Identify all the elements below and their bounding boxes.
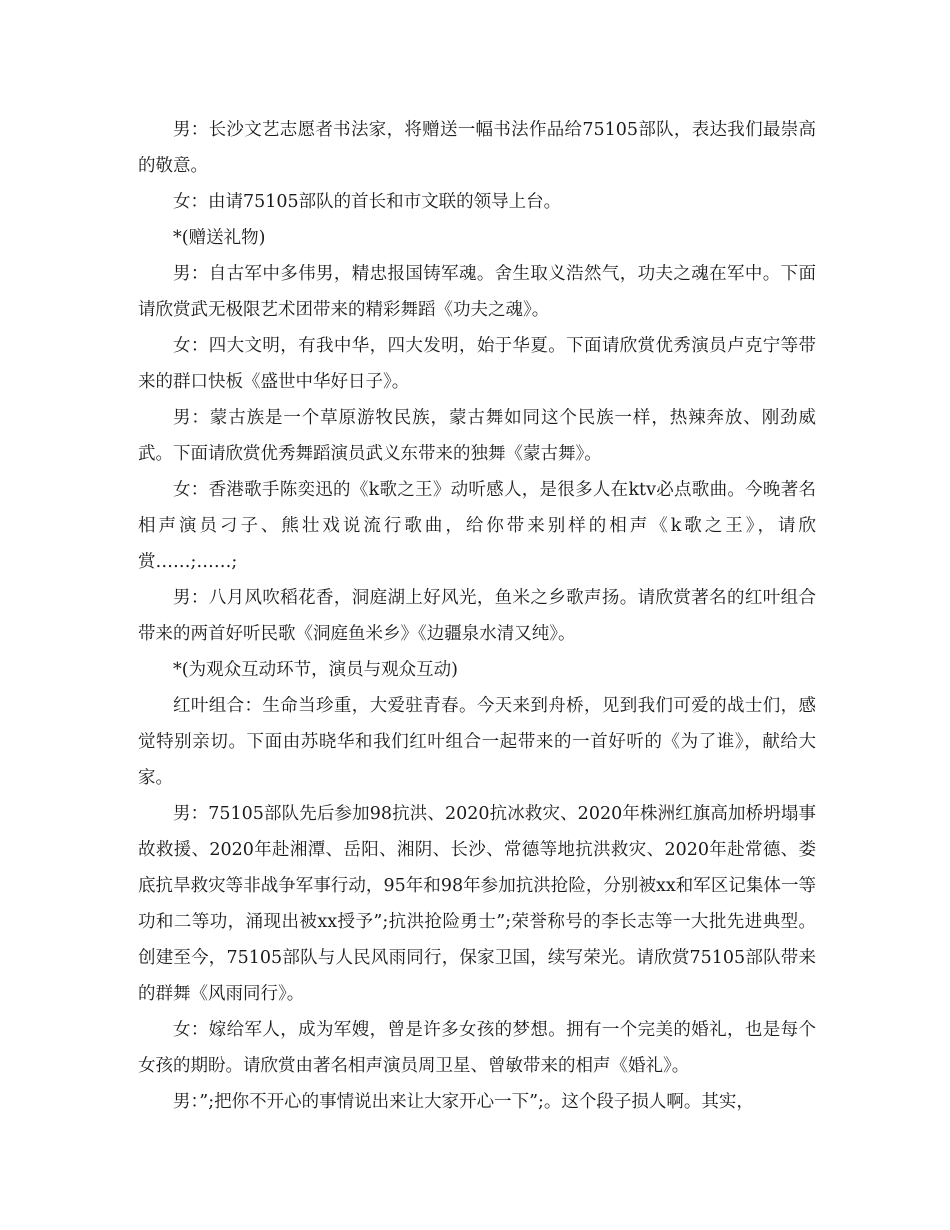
paragraph: 女：由请75105部队的首长和市文联的领导上台。 bbox=[173, 192, 562, 212]
paragraph: 女：四大文明，有我中华，四大发明，始于华夏。下面请欣赏优秀演员卢克宁等带来的群口快板《盛世中华好日子》。 bbox=[138, 336, 816, 392]
document-body bbox=[138, 112, 816, 1120]
paragraph: 男：自古军中多伟男，精忠报国铸军魂。舍生取义浩然气，功夫之魂在军中。下面请欣赏武无极限艺术团带来的精彩舞蹈《功夫之魂》。 bbox=[138, 264, 816, 320]
paragraph: *(赠送礼物) bbox=[173, 228, 266, 248]
paragraph: *(为观众互动环节，演员与观众互动) bbox=[173, 660, 458, 680]
paragraph: 男：八月风吹稻花香，洞庭湖上好风光，鱼米之乡歌声扬。请欣赏著名的红叶组合带来的两首好听民歌《洞庭鱼米乡》《边疆泉水清又纯》。 bbox=[138, 588, 816, 644]
paragraph: 男：长沙文艺志愿者书法家，将赠送一幅书法作品给75105部队，表达我们最崇高的敬意。 bbox=[138, 120, 816, 176]
paragraph: 红叶组合：生命当珍重，大爱驻青春。今天来到舟桥，见到我们可爱的战士们，感觉特别亲切。下面由苏晓华和我们红叶组合一起带来的一首好听的《为了谁》，献给大家。 bbox=[138, 696, 816, 788]
paragraph: 男：75105部队先后参加98抗洪、2020抗冰救灾、2020年株洲红旗高加桥坍塌事故救援、2020年赴湘潭、岳阳、湘阴、长沙、常德等地抗洪救灾、2020年赴常德、娄底抗旱救灾等非战争军事行动，95年和98年参加抗洪抢险，分别被xx和军区记集体一等功和二等功，涌现出被xx授予”;抗洪抢险勇士”;荣誉称号的李长志等一大批先进典型。创建至今，75105部队与人民风雨同行，保家卫国，续写荣光。请欣赏75105部队带来的群舞《风雨同行》。 bbox=[138, 804, 816, 1004]
paragraph: 男：”;把你不开心的事情说出来让大家开心一下”;。这个段子损人啊。其实， bbox=[173, 1092, 754, 1112]
paragraph: 女：香港歌手陈奕迅的《k歌之王》动听感人，是很多人在ktv必点歌曲。今晚著名相声演员刁子、熊壮戏说流行歌曲，给你带来别样的相声《k歌之王》，请欣赏……;……; bbox=[138, 480, 816, 572]
paragraph: 女：嫁给军人，成为军嫂，曾是许多女孩的梦想。拥有一个完美的婚礼，也是每个女孩的期盼。请欣赏由著名相声演员周卫星、曾敏带来的相声《婚礼》。 bbox=[138, 1020, 816, 1076]
paragraph: 男：蒙古族是一个草原游牧民族，蒙古舞如同这个民族一样，热辣奔放、刚劲威武。下面请欣赏优秀舞蹈演员武义东带来的独舞《蒙古舞》。 bbox=[138, 408, 816, 464]
